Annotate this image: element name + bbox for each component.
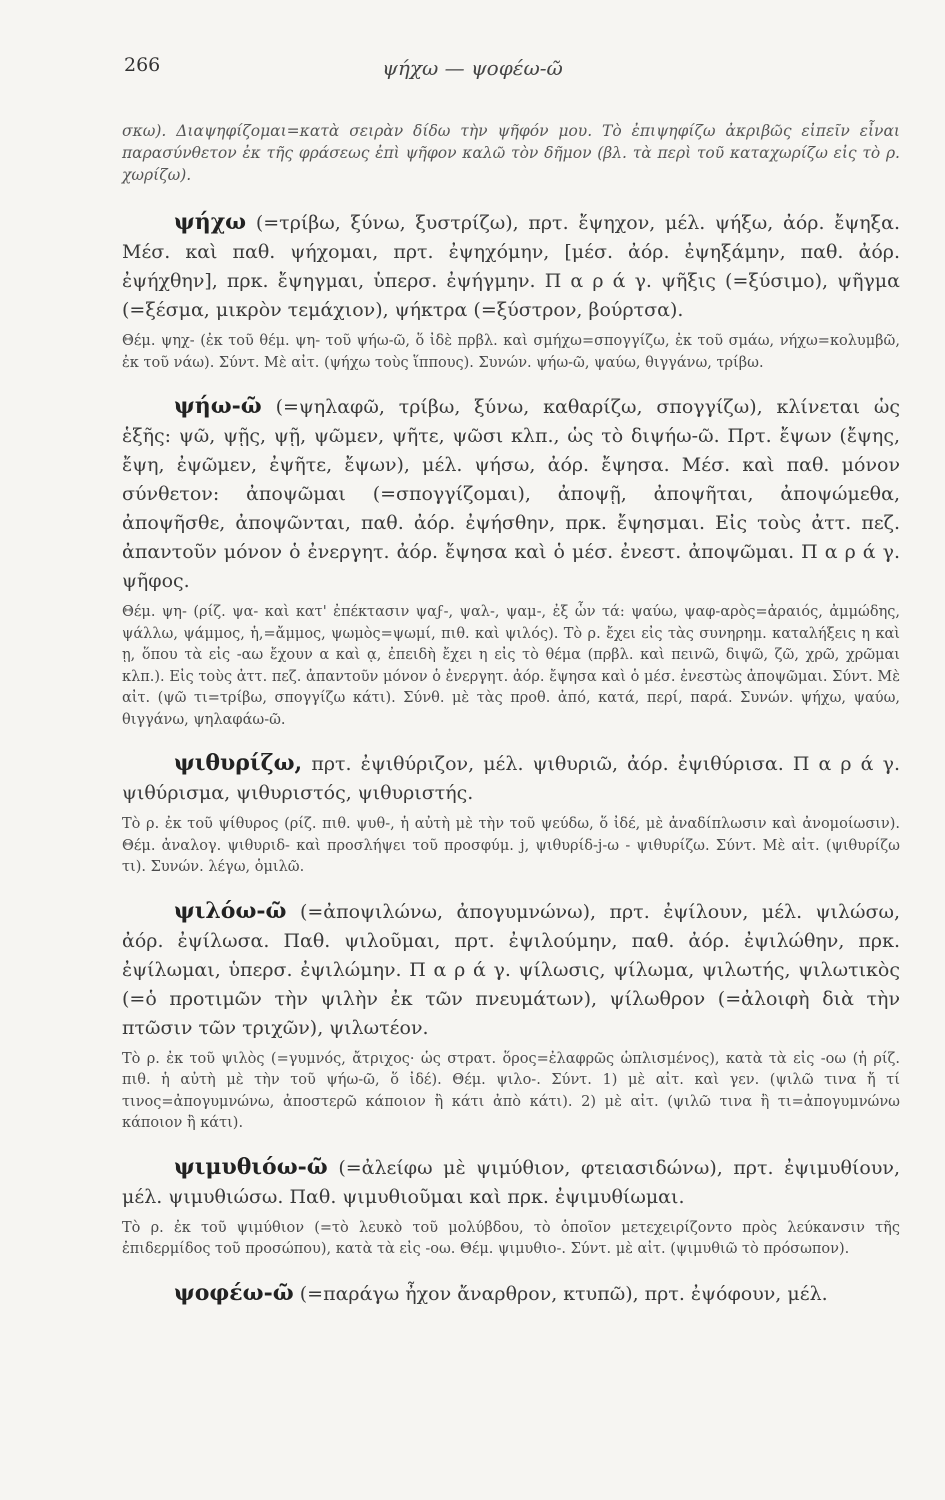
headword: ψιμυθιόω-ῶ bbox=[174, 1153, 328, 1180]
entry-body: (=ἀποψιλώνω, ἀπογυμνώνω), πρτ. ἐψίλουν, μέλ. ψιλώσω, ἀόρ. ἐψίλωσα. Παθ. ψιλοῦμαι, πρτ. ἐψιλούμην, παθ. ἀόρ. ἐψιλώθην, πρκ. ἐψίλωμαι, ὑπερσ. ἐψιλώμην. Π α ρ ά γ. ψίλωσις, ψίλωμα, ψιλωτής, ψιλωτικὸς (=ὁ προτιμῶν τὴν ψιλὴν ἐκ τῶν πνευμάτων), ψίλωθρον (=ἀλοιφὴ διὰ τὴν πτῶσιν τῶν τριχῶν), ψιλωτέον. bbox=[122, 900, 900, 1039]
entry-psithyrizo bbox=[122, 749, 900, 808]
entry-note: Θέμ. ψηχ- (ἐκ τοῦ θέμ. ψη- τοῦ ψήω-ῶ, ὅ ἰδὲ πρβλ. καὶ σμήχω=σπογγίζω, ἐκ τοῦ σμάω, νήχω=κολυμβῶ, ἐκ τοῦ νάω). Σύντ. Μὲ αἰτ. (ψήχω τοὺς ἵππους). Συνών. ψήω-ῶ, ψαύω, θιγγάνω, τρίβω. bbox=[122, 333, 900, 371]
entry-note: Τὸ ρ. ἐκ τοῦ ψιμύθιον (=τὸ λευκὸ τοῦ μολύβδου, τὸ ὁποῖον μετεχειρίζοντο πρὸς λεύκανσιν τῆς ἐπιδερμίδος τοῦ προσώπου), κατὰ τὰ εἰς -οω. Θέμ. ψιμυθιο-. Σύντ. μὲ αἰτ. (ψιμυθιῶ τὸ πρόσωπον). bbox=[122, 1219, 900, 1257]
headword: ψήω-ῶ bbox=[174, 393, 262, 419]
entry-psecho bbox=[122, 208, 900, 325]
headword: ψοφέω-ῶ bbox=[174, 1279, 294, 1306]
entry-note: Τὸ ρ. ἐκ τοῦ ψιλὸς (=γυμνός, ἄτριχος· ὡς στρατ. ὅρος=ἐλαφρῶς ὡπλισμένος), κατὰ τὰ εἰς -οω (ἡ ρίζ. πιθ. ἡ αὐτὴ μὲ τὴν τοῦ ψήω-ῶ, ὅ ἰδέ). Θέμ. ψιλο-. Σύντ. 1) μὲ αἰτ. καὶ γεν. (ψιλῶ τινα ἤ τί τινος=ἀπογυμνώνω, ἀποστερῶ κάποιον ἢ κάτι ἀπὸ κάτι). 2) μὲ αἰτ. (ψιλῶ τινα ἢ τι=ἀπογυμνώνω κάποιον ἢ κάτι). bbox=[122, 1050, 900, 1131]
entry-body: πρτ. ἐψιθύριζον, μέλ. ψιθυριῶ, ἀόρ. ἐψιθύρισα. Π α ρ ά γ. ψιθύρισμα, ψιθυριστός, ψιθυριστής. bbox=[122, 753, 900, 804]
entry-psimythioo bbox=[122, 1153, 900, 1212]
entry-body: (=τρίβω, ξύνω, ξυστρίζω), πρτ. ἔψηχον, μέλ. ψήξω, ἀόρ. ἔψηξα. Μέσ. καὶ παθ. ψήχομαι, πρτ. ἐψηχόμην, [μέσ. ἀόρ. ἐψηξάμην, παθ. ἀόρ. ἐψήχθην], πρκ. ἔψηγμαι, ὑπερσ. ἐψήγμην. Π α ρ ά γ. ψῆξις (=ξύσιμο), ψῆγμα (=ξέσμα, μικρὸν τεμάχιον), ψήκτρα (=ξύστρον, βούρτσα). bbox=[122, 212, 901, 321]
entry-psiloo bbox=[122, 897, 900, 1043]
entry-note: Θέμ. ψη- (ρίζ. ψα- καὶ κατ' ἐπέκτασιν ψαϝ-, ψαλ-, ψαμ-, ἐξ ὧν τά: ψαύω, ψαφ-αρὸς=ἀραιός, ἀμμώδης, ψάλλω, ψάμμος, ἡ,=ἄμμος, ψωμὸς=ψωμί, πιθ. καὶ ψιλός). Τὸ ρ. ἔχει εἰς τὰς συνηρημ. καταλήξεις η καὶ ῃ, ὅπου τὰ εἰς -αω ἔχουν α καὶ ᾳ, ἐπειδὴ ἔχει η εἰς τὸ θέμα (πρβλ. καὶ πεινῶ, διψῶ, ζῶ, χρῶ, χρῶμαι κλπ.). Εἰς τοὺς ἀττ. πεζ. ἀπαντοῦν μόνον ὁ ἐνεργητ. ἀόρ. ἔψησα καὶ ὁ μέσ. ἐνεστὼς ἀποψῶμαι. Σύντ. Μὲ αἰτ. (ψῶ τι=τρίβω, σπογγίζω κάτι). Σύνθ. μὲ τὰς προθ. ἀπό, κατά, περί, παρά. Συνών. ψήχω, ψαύω, θιγγάνω, ψηλαφάω-ῶ. bbox=[122, 604, 900, 728]
entry-body: (=παράγω ἦχον ἄναρθρον, κτυπῶ), πρτ. ἐψόφουν, μέλ. bbox=[299, 1282, 828, 1305]
entry-body: (=ἀλείφω μὲ ψιμύθιον, φτειασιδώνω), πρτ. ἐψιμυθίουν, μέλ. ψιμυθιώσω. Παθ. ψιμυθιοῦμαι καὶ πρκ. ἐψιμυθίωμαι. bbox=[122, 1156, 900, 1208]
headword: ψιθυρίζω, bbox=[174, 750, 303, 776]
page-number: 266 bbox=[124, 54, 161, 76]
headword: ψιλόω-ῶ bbox=[174, 897, 287, 924]
continuation-text: σκω). Διαψηφίζομαι=κατὰ σειρὰν δίδω τὴν ψῆφόν μου. Τὸ ἐπιψηφίζω ἀκριβῶς εἰπεῖν εἶναι παρασύνθετον ἐκ τῆς φράσεως ἐπὶ ψῆφον καλῶ τὸν δῆμον (βλ. τὰ περὶ τοῦ καταχωρίζω εἰς τὸ ρ. χωρίζω). bbox=[122, 122, 900, 184]
entry-body: (=ψηλαφῶ, τρίβω, ξύνω, καθαρίζω, σπογγίζω), κλίνεται ὡς ἑξῆς: ψῶ, ψῇς, ψῇ, ψῶμεν, ψῆτε, ψῶσι κλπ., ὡς τὸ διψήω-ῶ. Πρτ. ἔψων (ἔψης, ἔψη, ἐψῶμεν, ἐψῆτε, ἔψων), μέλ. ψήσω, ἀόρ. ἔψησα. Μέσ. καὶ παθ. μόνον σύνθετον: ἀποψῶμαι (=σπογγίζομαι), ἀποψῇ, ἀποψῆται, ἀποψώμεθα, ἀποψῆσθε, ἀποψῶνται, παθ. ἀόρ. ἐψήσθην, πρκ. ἔψησμαι. Εἰς τοὺς ἀττ. πεζ. ἀπαντοῦν μόνον ὁ ἐνεργητ. ἀόρ. ἔψησα καὶ ὁ μέσ. ἐνεστ. ἀποψῶμαι. Π α ρ ά γ. ψῆφος. bbox=[122, 396, 900, 592]
headword: ψήχω bbox=[174, 209, 247, 235]
entry-note: Τὸ ρ. ἐκ τοῦ ψίθυρος (ρίζ. πιθ. ψυθ-, ἡ αὐτὴ μὲ τὴν τοῦ ψεύδω, ὅ ἰδέ, μὲ ἀναδίπλωσιν καὶ ἀνομοίωσιν). Θέμ. ἀναλογ. ψιθυριδ- καὶ προσλήψει τοῦ προσφύμ. j, ψιθυρίδ-j-ω - ψιθυρίζω. Σύντ. Μὲ αἰτ. (ψιθυρίζω τι). Συνών. λέγω, ὁμιλῶ. bbox=[122, 816, 900, 875]
entry-pseo bbox=[122, 392, 900, 596]
text-column bbox=[122, 120, 900, 1309]
entry-psopheo bbox=[122, 1279, 900, 1309]
running-head: ψήχω — ψοφέω-ῶ bbox=[382, 56, 563, 80]
